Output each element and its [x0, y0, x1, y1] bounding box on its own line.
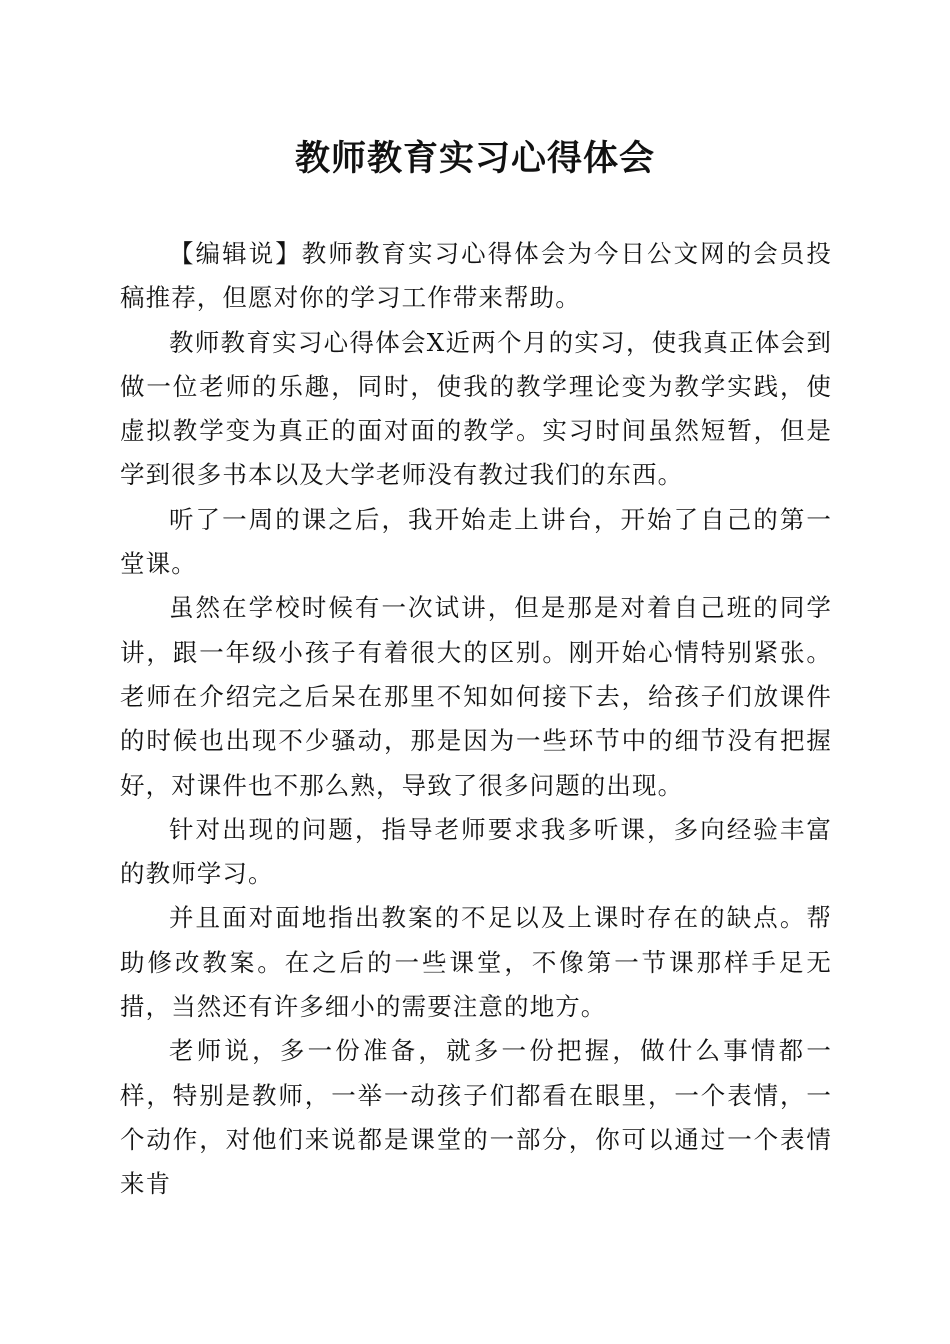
paragraph-first-class: 听了一周的课之后，我开始走上讲台，开始了自己的第一堂课。	[120, 504, 832, 579]
document-body	[120, 232, 832, 1207]
paragraph-trial-lecture: 虽然在学校时候有一次试讲，但是那是对着自己班的同学讲，跟一年级小孩子有着很大的区别。刚开始心情特别紧张。老师在介绍完之后呆在那里不知如何接下去，给孩子们放课件的时候也出现不少骚动，那是因为一些环节中的细节没有把握好，对课件也不那么熟，导致了很多问题的出现。	[120, 593, 832, 800]
paragraph-intro: 教师教育实习心得体会X近两个月的实习，使我真正体会到做一位老师的乐趣，同时，使我的教学理论变为教学实践，使虚拟教学变为真正的面对面的教学。实习时间虽然短暂，但是学到很多书本以及大学老师没有教过我们的东西。	[120, 327, 832, 490]
paragraph-preparation: 老师说，多一份准备，就多一份把握，做什么事情都一样，特别是教师，一举一动孩子们都看在眼里，一个表情，一个动作，对他们来说都是课堂的一部分，你可以通过一个表情来肯	[120, 1036, 832, 1199]
paragraph-editor-note: 【编辑说】教师教育实习心得体会为今日公文网的会员投稿推荐，但愿对你的学习工作带来帮助。	[120, 239, 832, 313]
document-title: 教师教育实习心得体会	[294, 138, 655, 179]
paragraph-advice: 针对出现的问题，指导老师要求我多听课，多向经验丰富的教师学习。	[120, 814, 832, 889]
paragraph-lesson-plan: 并且面对面地指出教案的不足以及上课时存在的缺点。帮助修改教案。在之后的一些课堂，不像第一节课那样手足无措，当然还有许多细小的需要注意的地方。	[120, 903, 832, 1022]
